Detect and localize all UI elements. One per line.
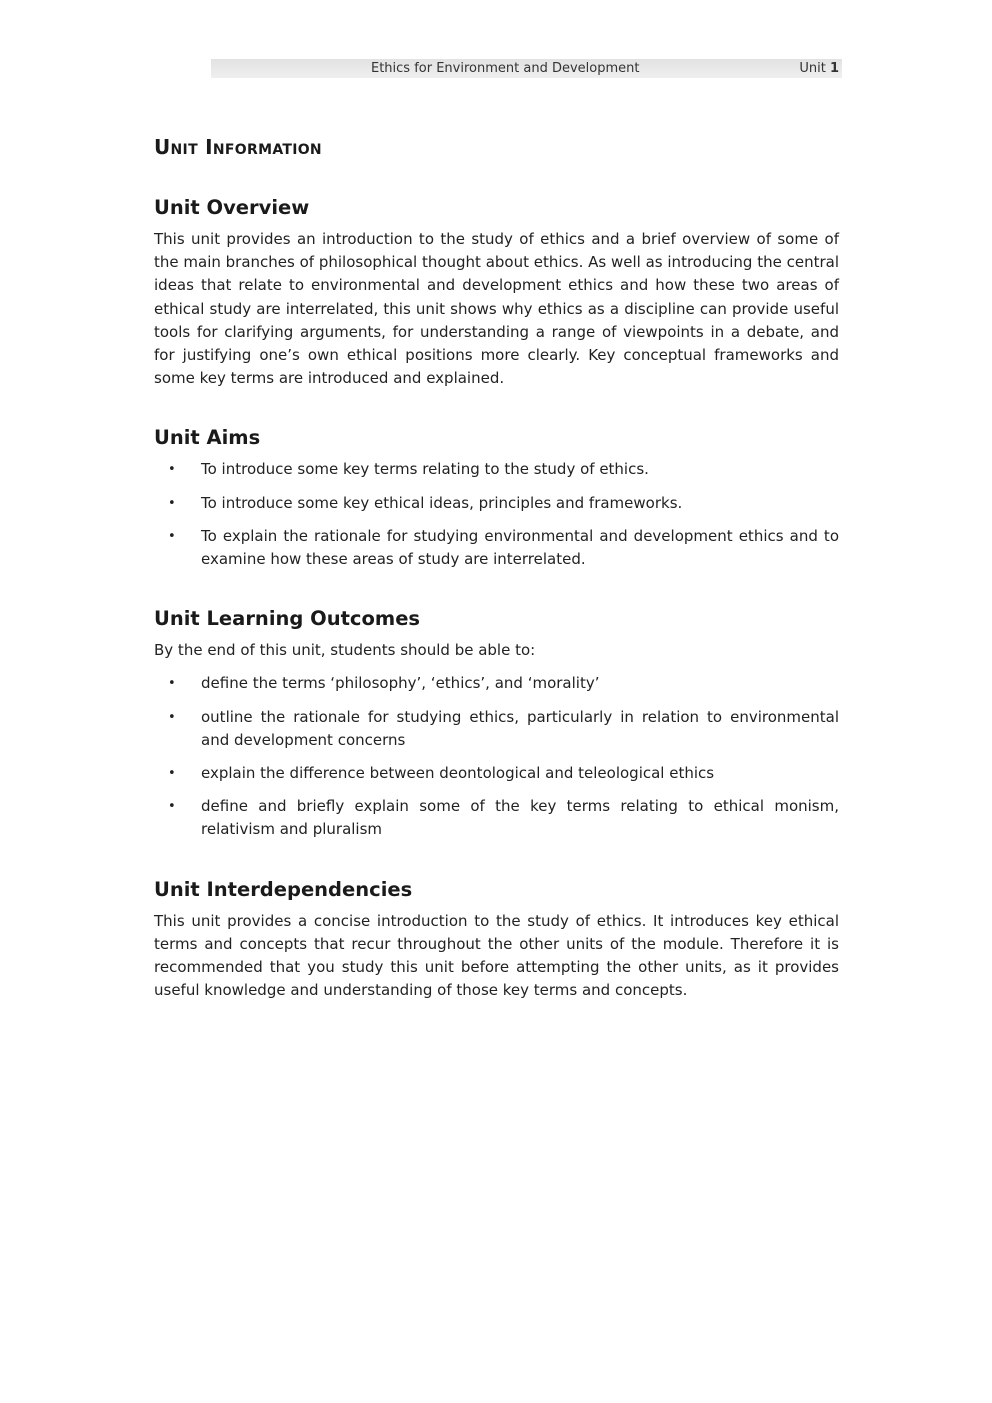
aims-section [154,424,839,571]
aims-list-item: • To explain the rationale for studying environmental and development ethics and to examine how these areas of study are interrelated. [154,525,839,571]
page-content [154,130,839,1002]
outcomes-list [154,672,839,841]
outcomes-intro: By the end of this unit, students should be able to: [154,641,536,660]
outcomes-list-item: • define and briefly explain some of the key terms relating to ethical monism, relativism and pluralism [154,795,839,841]
interdependencies-section [154,876,839,1003]
aims-list-item: • To introduce some key ethical ideas, principles and frameworks. [154,492,839,515]
overview-heading: Unit Overview [154,196,310,219]
unit-number: 1 [829,61,839,76]
running-header-title: Ethics for Environment and Development [371,61,640,76]
interdependencies-heading: Unit Interdependencies [154,877,413,901]
outcomes-list-item: • define the terms ‘philosophy’, ‘ethics’, and ‘morality’ [154,672,839,695]
outcomes-list-item: • explain the difference between deontological and teleological ethics [154,762,839,785]
page-title: Unit Information [154,135,322,159]
unit-label: Unit [799,61,826,76]
aims-heading: Unit Aims [154,426,261,450]
outcomes-list-item: • outline the rationale for studying ethics, particularly in relation to environmental and development concerns [154,706,839,752]
aims-list-item: • To introduce some key terms relating to the study of ethics. [154,458,839,481]
outcomes-section [154,605,839,841]
outcomes-heading: Unit Learning Outcomes [154,607,421,631]
interdependencies-text: This unit provides a concise introduction to the study of ethics. It introduces key ethical terms and concepts that recur throughout the other units of the module. Therefore it is recommended that you study this unit before attempting the other units, as it provides useful knowledge and understanding of those key terms and concepts. [154,911,839,1000]
aims-list [154,458,839,571]
running-header-unit [799,59,839,78]
overview-section [154,194,839,390]
overview-text: This unit provides an introduction to the study of ethics and a brief overview of some of the main branches of philosophical thought about ethics. As well as introducing the central ideas that relate to environmental and development ethics and how these two areas of ethical study are interrelated, this unit shows why ethics as a discipline can provide useful tools for clarifying arguments, for understanding a range of viewpoints in a debate, and for justifying one’s own ethical positions more clearly. Key conceptual frameworks and some key terms are introduced and explained. [154,230,839,388]
